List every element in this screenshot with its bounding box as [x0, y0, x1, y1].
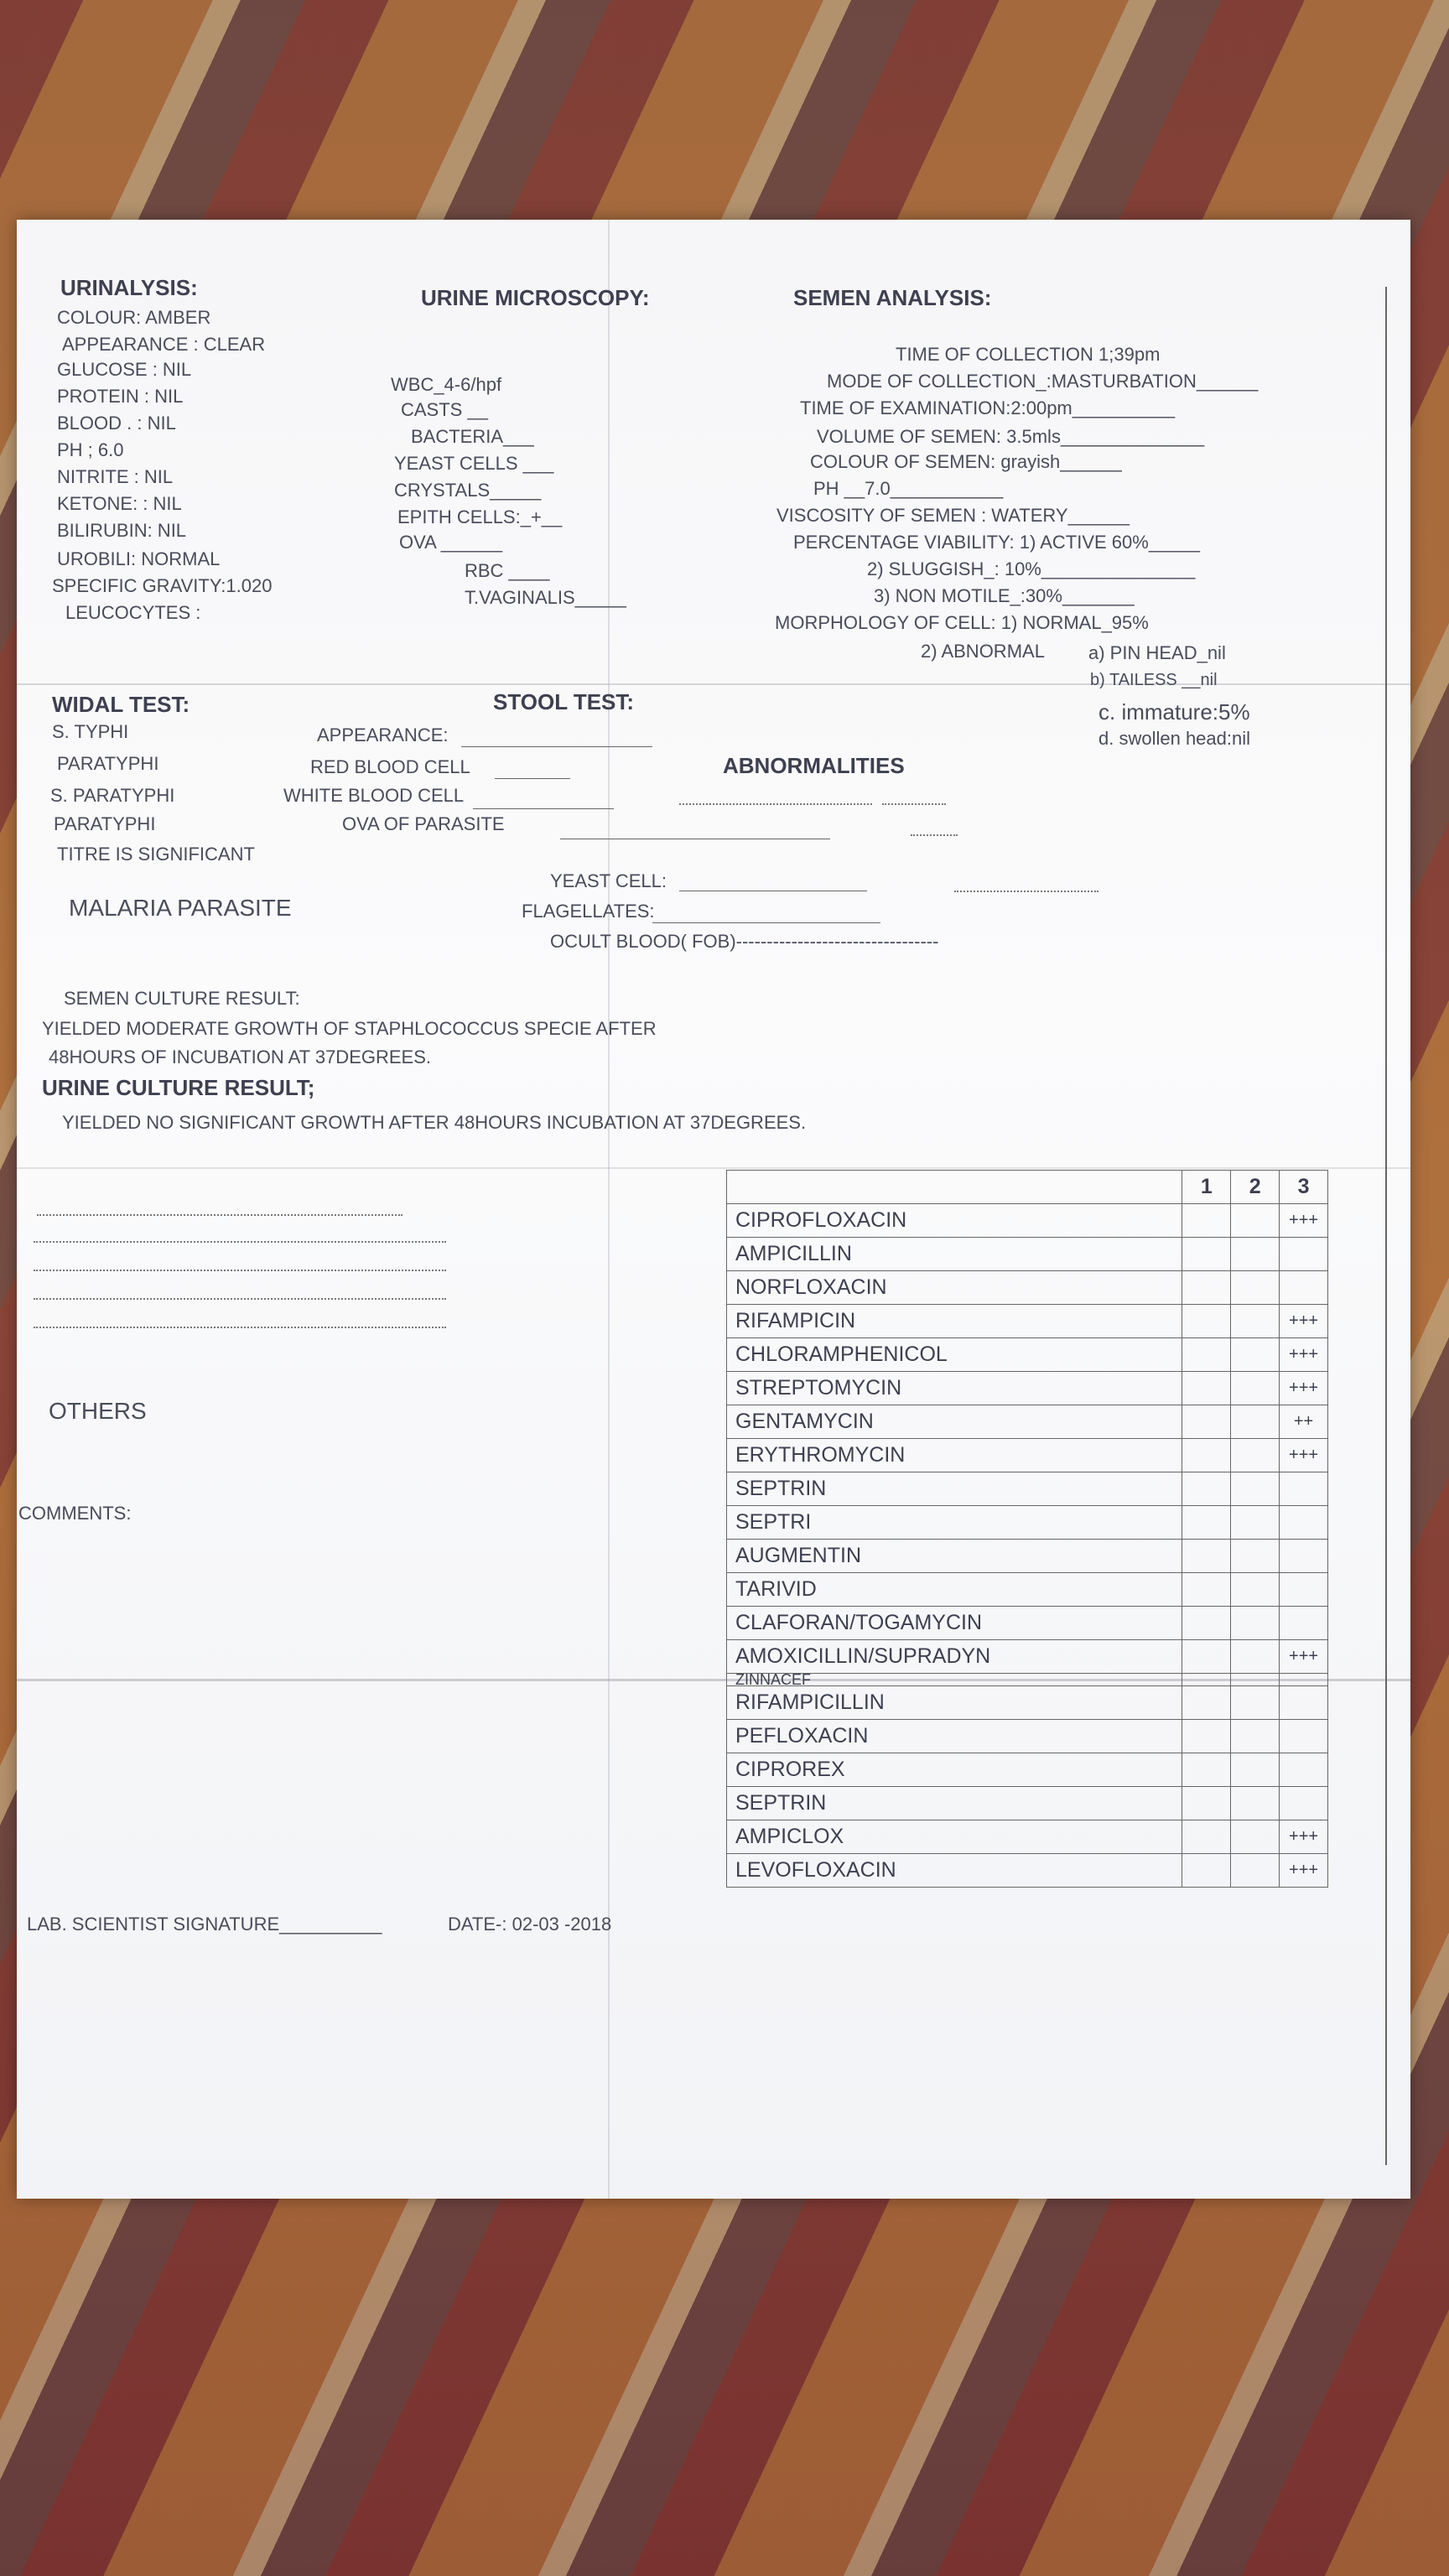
table-row [727, 1305, 1328, 1338]
result-col-3-cell [1280, 1787, 1328, 1820]
drug-name-cell: SEPTRIN [727, 1472, 1182, 1506]
table-body [727, 1204, 1328, 1888]
result-col-2-cell [1231, 1720, 1280, 1753]
table-row [727, 1573, 1328, 1607]
result-col-1-cell [1182, 1439, 1231, 1472]
result-col-1-cell [1182, 1573, 1231, 1607]
table-row [727, 1472, 1328, 1506]
urinalysis-item: COLOUR: AMBER [57, 307, 211, 328]
table-row [727, 1405, 1328, 1439]
result-col-1-cell [1182, 1204, 1231, 1238]
result-col-1-cell [1182, 1607, 1231, 1640]
urinalysis-item: GLUCOSE : NIL [57, 359, 192, 380]
widal-test-item: S. PARATYPHI [50, 785, 175, 806]
widal-test-item: PARATYPHI [54, 813, 156, 834]
result-col-1-cell [1182, 1338, 1231, 1372]
blank-dotted-line [34, 1241, 446, 1243]
table-row [727, 1720, 1328, 1753]
result-col-2-cell [1231, 1506, 1280, 1540]
result-col-1-cell [1182, 1720, 1231, 1753]
result-col-2-cell [1231, 1238, 1280, 1271]
right-border-line [1385, 287, 1387, 2165]
result-col-2-cell [1231, 1372, 1280, 1405]
fold-crease-vertical [608, 220, 610, 2199]
drug-name-cell: STREPTOMYCIN [727, 1372, 1182, 1405]
result-col-3-cell [1280, 1607, 1328, 1640]
result-col-3-cell: +++ [1280, 1640, 1328, 1674]
result-col-1-cell [1182, 1674, 1231, 1686]
result-col-2-cell [1231, 1540, 1280, 1573]
drug-name-cell: SEPTRIN [727, 1787, 1182, 1820]
result-col-2-cell [1231, 1573, 1280, 1607]
stool-test-item: WHITE BLOOD CELL [283, 785, 465, 806]
others-label: OTHERS [49, 1398, 147, 1424]
table-row [727, 1820, 1328, 1854]
semen-analysis-item: 3) NON MOTILE_:30%_______ [874, 585, 1135, 606]
drug-name-cell: AMOXICILLIN/SUPRADYN [727, 1640, 1182, 1674]
semen-analysis-item: c. immature:5% [1098, 699, 1250, 724]
drug-name-cell: CIPROREX [727, 1753, 1182, 1787]
blank-dotted-line [34, 1270, 446, 1271]
urinalysis-item: NITRITE : NIL [57, 466, 174, 487]
drug-name-cell: CLAFORAN/TOGAMYCIN [727, 1607, 1182, 1640]
result-col-3-cell [1280, 1720, 1328, 1753]
drug-name-cell: GENTAMYCIN [727, 1405, 1182, 1439]
table-row [727, 1204, 1328, 1238]
semen-analysis-item: 2) SLUGGISH_: 10%_______________ [867, 558, 1196, 579]
result-col-1-cell [1182, 1787, 1231, 1820]
urinalysis-item: APPEARANCE : CLEAR [62, 334, 266, 355]
table-row [727, 1674, 1328, 1686]
result-col-1-cell [1182, 1753, 1231, 1787]
urine-culture-heading: URINE CULTURE RESULT; [42, 1075, 315, 1100]
result-col-2-cell [1231, 1439, 1280, 1472]
urine-microscopy-heading: URINE MICROSCOPY: [421, 285, 650, 310]
drug-name-cell: ERYTHROMYCIN [727, 1439, 1182, 1472]
drug-name-cell: SEPTRI [727, 1506, 1182, 1540]
stool-test-item: RED BLOOD CELL [310, 756, 470, 777]
result-col-3-cell [1280, 1674, 1328, 1686]
result-col-3-cell [1280, 1753, 1328, 1787]
stool-blank-line [495, 778, 570, 779]
widal-test-item: S. TYPHI [52, 721, 129, 742]
result-col-2-cell [1231, 1607, 1280, 1640]
table-row [727, 1271, 1328, 1305]
stool-blank-line [461, 746, 652, 747]
urine-microscopy-item: OVA ______ [399, 532, 503, 553]
semen-analysis-item: b) TAILESS __nil [1090, 671, 1218, 689]
urinalysis-item: KETONE: : NIL [57, 493, 182, 514]
drug-name-cell: CHLORAMPHENICOL [727, 1338, 1182, 1372]
result-col-3-cell: +++ [1280, 1305, 1328, 1338]
antibiotic-sensitivity-table [726, 1170, 1328, 1888]
urine-microscopy-item: T.VAGINALIS_____ [465, 587, 626, 608]
result-col-3-cell: +++ [1280, 1204, 1328, 1238]
semen-culture-result-line2: 48HOURS OF INCUBATION AT 37DEGREES. [49, 1046, 431, 1067]
table-header-col-1: 1 [1182, 1171, 1231, 1204]
drug-name-cell: CIPROFLOXACIN [727, 1204, 1182, 1238]
result-col-2-cell [1231, 1640, 1280, 1674]
semen-analysis-item: TIME OF COLLECTION 1;39pm [896, 344, 1161, 365]
table-row [727, 1607, 1328, 1640]
result-col-1-cell [1182, 1540, 1231, 1573]
semen-analysis-item: d. swollen head:nil [1098, 728, 1251, 749]
result-col-3-cell: +++ [1280, 1439, 1328, 1472]
table-row [727, 1686, 1328, 1720]
abnormalities-dotted-line [679, 803, 872, 805]
semen-analysis-item: VISCOSITY OF SEMEN : WATERY______ [776, 505, 1130, 526]
result-col-2-cell [1231, 1271, 1280, 1305]
semen-analysis-item: TIME OF EXAMINATION:2:00pm__________ [800, 397, 1176, 418]
table-row [727, 1640, 1328, 1674]
result-col-1-cell [1182, 1686, 1231, 1720]
blank-dotted-line [34, 1298, 446, 1300]
result-col-2-cell [1231, 1753, 1280, 1787]
stool-test-item: APPEARANCE: [317, 724, 449, 745]
result-col-1-cell [1182, 1820, 1231, 1854]
semen-analysis-item: VOLUME OF SEMEN: 3.5mls______________ [817, 426, 1205, 447]
drug-name-cell: AUGMENTIN [727, 1540, 1182, 1573]
result-col-3-cell: +++ [1280, 1820, 1328, 1854]
table-row [727, 1854, 1328, 1888]
result-col-3-cell: +++ [1280, 1338, 1328, 1372]
result-col-3-cell [1280, 1540, 1328, 1573]
result-col-2-cell [1231, 1674, 1280, 1686]
lab-report-sheet [17, 220, 1410, 2199]
table-row [727, 1338, 1328, 1372]
urine-microscopy-item: CRYSTALS_____ [394, 480, 542, 501]
stool-blank-line [473, 808, 614, 809]
semen-analysis-item: COLOUR OF SEMEN: grayish______ [810, 451, 1122, 472]
table-header-drug [727, 1171, 1182, 1204]
lab-scientist-signature: LAB. SCIENTIST SIGNATURE__________ [27, 1914, 382, 1935]
result-col-2-cell [1231, 1405, 1280, 1439]
result-col-1-cell [1182, 1854, 1231, 1888]
stool-test-item: YEAST CELL: [550, 870, 667, 891]
urinalysis-item: PH ; 6.0 [57, 439, 124, 460]
result-col-3-cell: +++ [1280, 1854, 1328, 1888]
drug-name-cell: AMPICLOX [727, 1820, 1182, 1854]
table-header-col-3: 3 [1280, 1171, 1328, 1204]
result-col-3-cell [1280, 1506, 1328, 1540]
stool-test-item: OVA OF PARASITE [342, 813, 505, 834]
semen-culture-heading: SEMEN CULTURE RESULT: [64, 988, 300, 1009]
result-col-1-cell [1182, 1405, 1231, 1439]
table-row [727, 1238, 1328, 1271]
urine-microscopy-item: CASTS __ [401, 399, 488, 420]
semen-analysis-item: PERCENTAGE VIABILITY: 1) ACTIVE 60%_____ [793, 532, 1201, 553]
stool-test-item: FLAGELLATES: [522, 901, 655, 922]
stool-test-item: OCULT BLOOD( FOB)--------------------------------- [550, 931, 939, 952]
widal-test-item: PARATYPHI [57, 753, 159, 774]
result-col-2-cell [1231, 1820, 1280, 1854]
result-col-2-cell [1231, 1787, 1280, 1820]
widal-test-heading: WIDAL TEST: [52, 692, 190, 717]
semen-analysis-item: 2) ABNORMAL [921, 641, 1045, 662]
semen-analysis-item: MORPHOLOGY OF CELL: 1) NORMAL_95% [775, 612, 1149, 633]
stool-blank-line [652, 922, 880, 923]
abnormalities-dotted-line [954, 891, 1098, 892]
result-col-2-cell [1231, 1472, 1280, 1506]
result-col-3-cell: ++ [1280, 1405, 1328, 1439]
semen-analysis-item: MODE OF COLLECTION_:MASTURBATION______ [827, 371, 1259, 392]
drug-name-cell: TARIVID [727, 1573, 1182, 1607]
result-col-3-cell [1280, 1472, 1328, 1506]
result-col-3-cell [1280, 1686, 1328, 1720]
table-row [727, 1372, 1328, 1405]
stool-test-heading: STOOL TEST: [493, 689, 635, 714]
result-col-2-cell [1231, 1204, 1280, 1238]
result-col-3-cell [1280, 1573, 1328, 1607]
semen-analysis-heading: SEMEN ANALYSIS: [793, 285, 992, 310]
table-header-row [727, 1171, 1328, 1204]
result-col-1-cell [1182, 1271, 1231, 1305]
urine-microscopy-item: BACTERIA___ [411, 426, 534, 447]
result-col-2-cell [1231, 1305, 1280, 1338]
abnormalities-dotted-line [911, 834, 958, 836]
urine-culture-result: YIELDED NO SIGNIFICANT GROWTH AFTER 48HOURS INCUBATION AT 37DEGREES. [62, 1112, 807, 1133]
urine-microscopy-item: EPITH CELLS:_+__ [397, 506, 563, 527]
comments-label: COMMENTS: [18, 1503, 132, 1524]
blank-dotted-line [37, 1214, 402, 1216]
semen-analysis-item: a) PIN HEAD_nil [1088, 642, 1226, 663]
abnormalities-dotted-line [882, 803, 946, 805]
result-col-1-cell [1182, 1238, 1231, 1271]
widal-test-item: TITRE IS SIGNIFICANT [57, 844, 255, 865]
result-col-1-cell [1182, 1305, 1231, 1338]
table-row [727, 1439, 1328, 1472]
table-row [727, 1787, 1328, 1820]
drug-name-cell: RIFAMPICIN [727, 1305, 1182, 1338]
urinalysis-item: BLOOD . : NIL [57, 413, 176, 434]
drug-name-cell: ZINNACEF [727, 1674, 1182, 1686]
result-col-1-cell [1182, 1640, 1231, 1674]
blank-dotted-line [34, 1327, 446, 1328]
table-header-col-2: 2 [1231, 1171, 1280, 1204]
fold-crease-middle [17, 1167, 1410, 1169]
table-row [727, 1753, 1328, 1787]
urinalysis-item: SPECIFIC GRAVITY:1.020 [52, 575, 273, 596]
result-col-1-cell [1182, 1372, 1231, 1405]
semen-culture-result: YIELDED MODERATE GROWTH OF STAPHLOCOCCUS SPECIE AFTER [42, 1018, 657, 1039]
malaria-parasite-label: MALARIA PARASITE [69, 895, 292, 921]
table-row [727, 1540, 1328, 1573]
urine-microscopy-item: YEAST CELLS ___ [394, 453, 554, 474]
result-col-2-cell [1231, 1338, 1280, 1372]
drug-name-cell: PEFLOXACIN [727, 1720, 1182, 1753]
drug-name-cell: LEVOFLOXACIN [727, 1854, 1182, 1888]
urine-microscopy-item: RBC ____ [465, 560, 550, 581]
result-col-1-cell [1182, 1472, 1231, 1506]
result-col-2-cell [1231, 1686, 1280, 1720]
table-row [727, 1506, 1328, 1540]
result-col-3-cell [1280, 1238, 1328, 1271]
result-col-3-cell: +++ [1280, 1372, 1328, 1405]
report-date: DATE-: 02-03 -2018 [448, 1914, 612, 1935]
drug-name-cell: RIFAMPICILLIN [727, 1686, 1182, 1720]
semen-analysis-item: PH __7.0___________ [813, 478, 1004, 499]
urinalysis-heading: URINALYSIS: [60, 275, 198, 300]
urinalysis-item: LEUCOCYTES : [65, 602, 201, 623]
abnormalities-heading: ABNORMALITIES [723, 753, 905, 778]
urinalysis-item: UROBILI: NORMAL [57, 548, 221, 569]
urinalysis-item: BILIRUBIN: NIL [57, 520, 187, 541]
urinalysis-item: PROTEIN : NIL [57, 386, 184, 407]
drug-name-cell: AMPICILLIN [727, 1238, 1182, 1271]
result-col-1-cell [1182, 1506, 1231, 1540]
urine-microscopy-item: WBC_4-6/hpf [391, 374, 502, 395]
result-col-2-cell [1231, 1854, 1280, 1888]
drug-name-cell: NORFLOXACIN [727, 1271, 1182, 1305]
result-col-3-cell [1280, 1271, 1328, 1305]
